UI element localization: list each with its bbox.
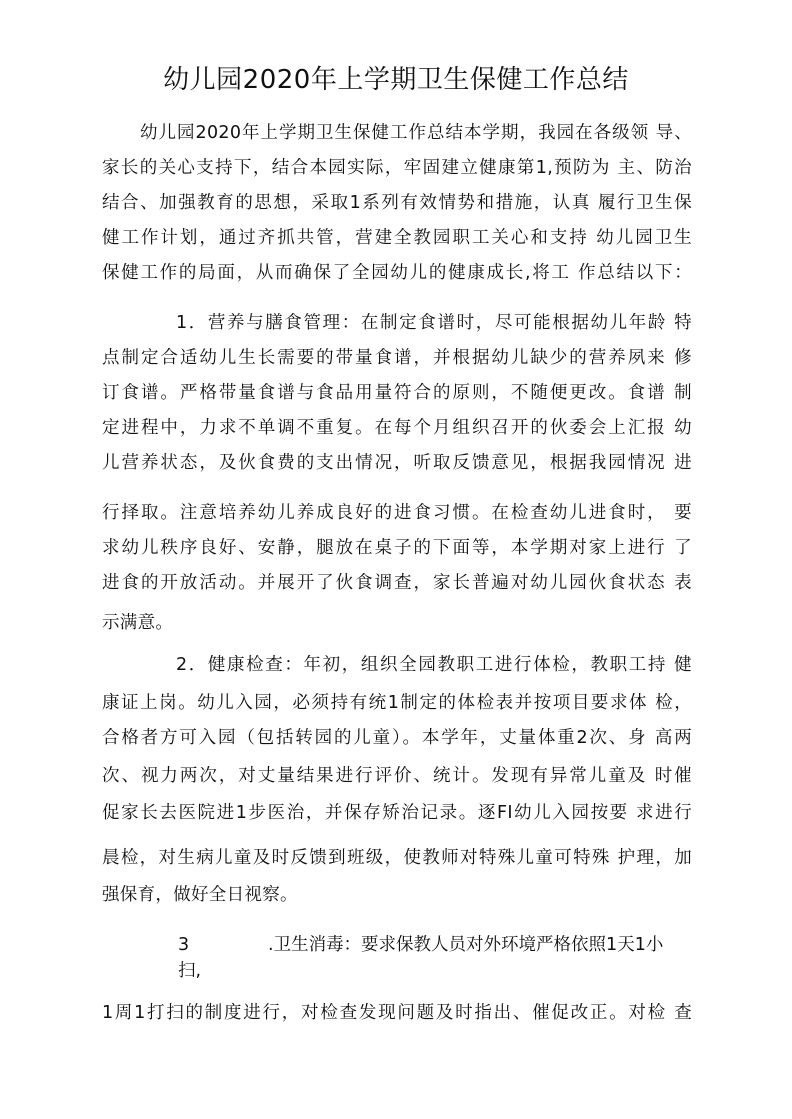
paragraph-line: 幼儿园2020年上学期卫生保健工作总结本学期，我园在各级领 导、: [140, 123, 692, 143]
section1-line: 进食的开放活动。并展开了伙食调查，家长普遍对幼儿园伙食状态 表: [102, 573, 692, 593]
section2-line: 2．健康检查：年初，组织全园教职工进行体检，教职工持 健: [176, 655, 692, 675]
section3-line: 1周1打扫的制度进行，对检查发现问题及时指出、催促改正。对检 查: [102, 1003, 692, 1023]
section3-number: 3: [178, 935, 190, 955]
section2-line: 次、视力两次，对丈量结果进行评价、统计。发现有异常儿童及 时催: [102, 766, 692, 786]
section1-line: 1．营养与膳食管理：在制定食谱时，尽可能根据幼儿年龄 特: [176, 313, 692, 333]
section1-line: 儿营养状态，及伙食费的支出情况，听取反馈意见，根据我园情况 进: [102, 453, 692, 473]
section3-continuation: 扫,: [178, 961, 202, 981]
section1-line: 定进程中，力求不单调不重复。在每个月组织召开的伙委会上汇报 幼: [102, 418, 692, 438]
section2-line: 合格者方可入园（包括转园的儿童）。本学年，丈量体重2次、身 高两: [102, 728, 692, 748]
section2-line: 促家长去医院进1步医治，并保存矫治记录。逐FI幼儿入园按要 求进行: [102, 803, 692, 823]
paragraph-line: 家长的关心支持下，结合本园实际，牢固建立健康第1,预防为 主、防治: [102, 158, 692, 178]
paragraph-line: 结合、加强教育的思想，采取1系列有效情势和措施，认真 履行卫生保: [102, 193, 692, 213]
paragraph-line: 健工作计划，通过齐抓共管，营建全教园职工关心和支持 幼儿园卫生: [102, 228, 692, 248]
section2-line: 强保育，做好全日视察。: [102, 885, 298, 905]
section1-line: 订食谱。严格带量食谱与食品用量符合的原则，不随便更改。食谱 制: [102, 383, 692, 403]
page-title: 幼儿园2020年上学期卫生保健工作总结: [163, 65, 629, 95]
section2-line: 晨检，对生病儿童及时反馈到班级，使教师对特殊儿童可特殊 护理，加: [102, 848, 692, 868]
section1-line: 点制定合适幼儿生长需要的带量食谱，并根据幼儿缺少的营养夙来 修: [102, 348, 692, 368]
section1-line: 示满意。: [102, 613, 174, 633]
section1-line: 行择取。注意培养幼儿养成良好的进食习惯。在检查幼儿进食时， 要: [102, 503, 692, 523]
section1-line: 求幼儿秩序良好、安静，腿放在桌子的下面等，本学期对家上进行 了: [102, 538, 692, 558]
paragraph-line: 保健工作的局面，从而确保了全园幼儿的健康成长,将工 作总结以下：: [102, 263, 692, 283]
section2-line: 康证上岗。幼儿入园，必须持有统1制定的体检表并按项目要求体 检，: [102, 693, 692, 713]
section3-heading: .卫生消毒：要求保教人员对外环境严格依照1天1小: [268, 935, 664, 955]
